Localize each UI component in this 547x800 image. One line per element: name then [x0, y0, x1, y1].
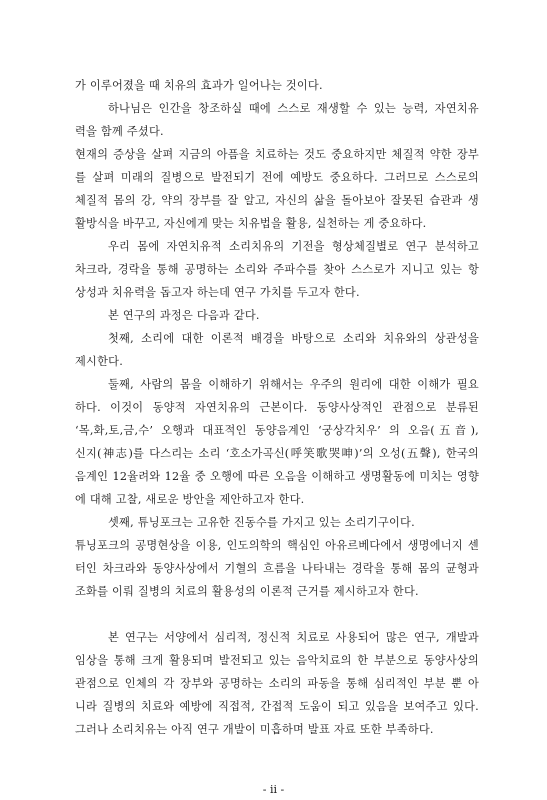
text-line: 하다. 이것이 동양적 자연치유의 근본이다. 동양사상적인 관점으로 분류된 — [75, 401, 479, 414]
text-line: 터인 차크라와 동양사상에서 기혈의 흐름을 나타내는 경락을 통해 몸의 균형과 — [75, 562, 479, 575]
text-line: 차크라, 경락을 통해 공명하는 소리와 주파수를 찾아 스스로가 지니고 있는 항 — [75, 263, 479, 276]
text-line: 조화를 이뤄 질병의 치료의 활용성의 이론적 근거를 제시하고자 한다. — [75, 585, 419, 598]
text-line: 활방식을 바꾸고, 자신에게 맞는 치유법을 활용, 실천하는 게 중요하다. — [75, 217, 427, 230]
text-line: 임상을 통해 크게 활용되며 발전되고 있는 음악치료의 한 부분으로 동양사상의 — [75, 654, 479, 667]
text-line: 본 연구의 과정은 다음과 같다. — [108, 309, 260, 322]
text-line: 력을 함께 주셨다. — [75, 125, 164, 138]
page-number: - ii - — [262, 783, 285, 796]
text-line: 하나님은 인간을 창조하실 때에 스스로 재생할 수 있는 능력, 자연치유 — [108, 102, 479, 115]
text-line: ‘목,화,토,금,수’ 오행과 대표적인 동양음계인 ‘궁상각치우’ 의 오음(五音), — [75, 424, 479, 437]
text-line: 에 대해 고찰, 새로운 방안을 제안하고자 한다. — [75, 493, 305, 506]
text-line: 우리 몸에 자연치유적 소리치유의 기전을 형상체질별로 연구 분석하고 — [108, 240, 479, 253]
text-line: 체질적 몸의 강, 약의 장부를 잘 알고, 자신의 삶을 돌아보아 잘못된 습관과 생 — [75, 194, 479, 207]
text-line: 현재의 증상을 살펴 지금의 아픔을 치료하는 것도 중요하지만 체질적 약한 장부 — [75, 148, 479, 161]
text-line: 신지(神志)를 다스리는 소리 ‘호소가곡신(呼笑歌哭呻)’의 오성(五聲), 한국의 — [75, 447, 479, 460]
text-line: 본 연구는 서양에서 심리적, 정신적 치료로 사용되어 많은 연구, 개발과 — [108, 631, 479, 644]
text-line: 음계인 12율려와 12율 중 오행에 따른 오음을 이해하고 생명활동에 미치는 영향 — [75, 470, 479, 483]
text-line: 가 이루어졌을 때 치유의 효과가 일어나는 것이다. — [75, 79, 323, 92]
text-line: 둘째, 사람의 몸을 이해하기 위해서는 우주의 원리에 대한 이해가 필요 — [108, 378, 479, 391]
text-line: 셋째, 튜닝포크는 고유한 진동수를 가지고 있는 소리기구이다. — [108, 516, 415, 529]
text-line: 를 살펴 미래의 질병으로 발전되기 전에 예방도 중요하다. 그러므로 스스로의 — [75, 171, 479, 184]
text-line: 상성과 치유력을 돕고자 하는데 연구 가치를 두고자 한다. — [75, 286, 360, 299]
text-line: 첫째, 소리에 대한 이론적 배경을 바탕으로 소리와 치유와의 상관성을 — [108, 332, 479, 345]
text-line: 관점으로 인체의 각 장부와 공명하는 소리의 파동을 통해 심리적인 부분 뿐 아 — [75, 677, 479, 690]
text-line: 제시한다. — [75, 355, 124, 368]
text-line: 그러나 소리치유는 아직 연구 개발이 미흡하며 발표 자료 또한 부족하다. — [75, 723, 434, 736]
text-line: 니라 질병의 치료와 예방에 직접적, 간접적 도움이 되고 있음을 보여주고 있다. — [75, 700, 479, 713]
text-line: 튜닝포크의 공명현상을 이용, 인도의학의 핵심인 아유르베다에서 생명에너지 센 — [75, 539, 479, 552]
